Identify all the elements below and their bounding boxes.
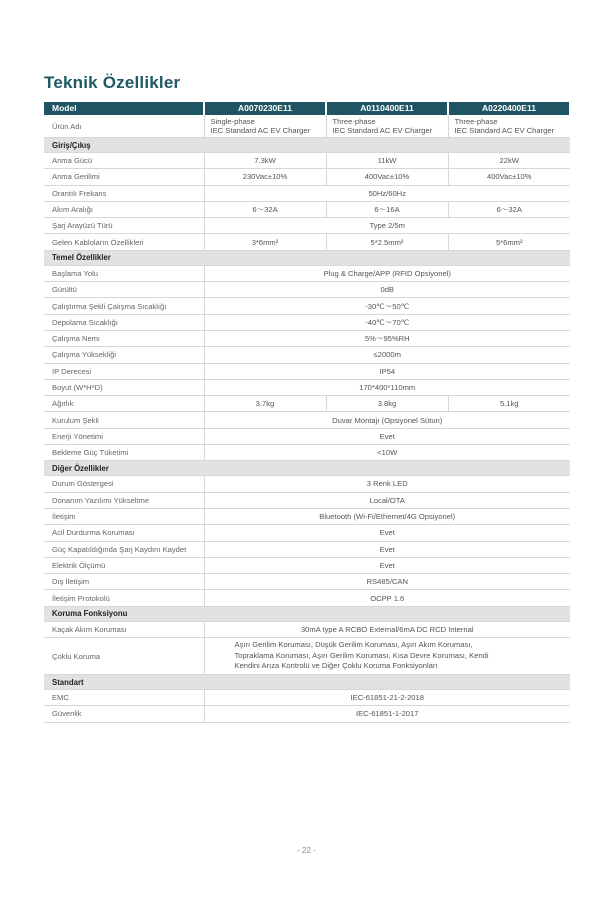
table-row <box>44 508 570 524</box>
table-row <box>44 492 570 508</box>
product-name-cell <box>326 115 448 138</box>
row-label: Enerji Yönetimi <box>44 428 204 444</box>
model-header-cell: A0110400E11 <box>326 102 448 115</box>
row-value: 11kW <box>326 153 448 169</box>
row-label: Kaçak Akım Koruması <box>44 621 204 637</box>
row-value: Evet <box>204 557 570 573</box>
table-row <box>44 557 570 573</box>
row-label: Ağırlık <box>44 396 204 412</box>
product-type: IEC Standard AC EV Charger <box>332 126 433 135</box>
product-phase: Three-phase <box>332 117 376 126</box>
row-label: Akım Aralığı <box>44 201 204 217</box>
table-row <box>44 621 570 637</box>
row-label: Şarj Arayüzü Türü <box>44 218 204 234</box>
row-label: İletişim <box>44 508 204 524</box>
table-row <box>44 428 570 444</box>
section-header <box>44 461 570 476</box>
table-row <box>44 169 570 185</box>
table-row <box>44 638 570 675</box>
row-label: Çalışma Yüksekliği <box>44 347 204 363</box>
row-value: 50Hz/60Hz <box>204 185 570 201</box>
table-row <box>44 153 570 169</box>
row-value: -40℃〜70℃ <box>204 314 570 330</box>
row-label: Dış İletişim <box>44 574 204 590</box>
row-value: 22kW <box>448 153 570 169</box>
table-row <box>44 690 570 706</box>
product-phase: Three-phase <box>454 117 498 126</box>
row-value: 400Vac±10% <box>326 169 448 185</box>
table-row <box>44 347 570 363</box>
row-value: Duvar Montajı (Opsiyonel Sütun) <box>204 412 570 428</box>
product-name-row <box>44 115 570 138</box>
row-value: Plug & Charge/APP (RFID Opsiyonel) <box>204 265 570 281</box>
row-value: -30℃〜50℃ <box>204 298 570 314</box>
table-row <box>44 574 570 590</box>
row-label: Ürün Adı <box>44 115 204 138</box>
row-value: 400Vac±10% <box>448 169 570 185</box>
row-label: Çoklu Koruma <box>44 638 204 675</box>
row-value: RS485/CAN <box>204 574 570 590</box>
row-value: 30mA type A RCBO External/6mA DC RCD Internal <box>204 621 570 637</box>
row-value: 5*2.5mm² <box>326 234 448 250</box>
table-row <box>44 590 570 606</box>
row-label: Gürültü <box>44 282 204 298</box>
section-header <box>44 606 570 621</box>
table-row <box>44 412 570 428</box>
table-row <box>44 314 570 330</box>
table-row <box>44 185 570 201</box>
row-value: Bluetooth (Wi-Fi/Ethernet/4G Opsiyonel) <box>204 508 570 524</box>
row-label: İletişim Protokolü <box>44 590 204 606</box>
section-title: Temel Özellikler <box>44 250 570 265</box>
section-title: Standart <box>44 675 570 690</box>
row-label: Elektrik Ölçümü <box>44 557 204 573</box>
row-value: 5*6mm² <box>448 234 570 250</box>
section-header <box>44 250 570 265</box>
row-value: 5.1kg <box>448 396 570 412</box>
section-header <box>44 675 570 690</box>
row-label: Durum Göstergesi <box>44 476 204 492</box>
row-value: 3.8kg <box>326 396 448 412</box>
row-value: 3*6mm² <box>204 234 326 250</box>
row-value: <10W <box>204 445 570 461</box>
model-header-label: Model <box>44 102 204 115</box>
row-value: IP54 <box>204 363 570 379</box>
section-title: Giriş/Çıkış <box>44 138 570 153</box>
row-label: Boyut (W*H*D) <box>44 379 204 395</box>
page-number: - 22 - <box>297 846 316 855</box>
row-value: Evet <box>204 525 570 541</box>
row-label: Anma Gücü <box>44 153 204 169</box>
table-row <box>44 476 570 492</box>
row-label: Gelen Kabloların Özellikleri <box>44 234 204 250</box>
row-value: 6〜32A <box>448 201 570 217</box>
row-label: Çalışma Nemi <box>44 330 204 346</box>
row-value: 170*400*110mm <box>204 379 570 395</box>
row-label: IP Derecesi <box>44 363 204 379</box>
table-row <box>44 541 570 557</box>
row-label: Orantılı Frekans <box>44 185 204 201</box>
table-row <box>44 265 570 281</box>
row-value: Evet <box>204 428 570 444</box>
row-value: Evet <box>204 541 570 557</box>
table-row <box>44 282 570 298</box>
row-value: 3 Renk LED <box>204 476 570 492</box>
table-row <box>44 218 570 234</box>
product-name-cell <box>204 115 326 138</box>
row-label: Güç Kapatıldığında Şarj Kaydını Kaydet <box>44 541 204 557</box>
product-type: IEC Standard AC EV Charger <box>454 126 555 135</box>
row-value: ≤2000m <box>204 347 570 363</box>
row-label: Başlama Yolu <box>44 265 204 281</box>
row-value: 6〜32A <box>204 201 326 217</box>
row-label: Bekleme Güç Tüketimi <box>44 445 204 461</box>
row-value: Type 2/5m <box>204 218 570 234</box>
table-row <box>44 330 570 346</box>
row-label: Çalıştırma Şekli Çalışma Sıcaklığı <box>44 298 204 314</box>
row-value: OCPP 1.6 <box>204 590 570 606</box>
table-row <box>44 363 570 379</box>
row-value: IEC-61851-21-2-2018 <box>204 690 570 706</box>
product-phase: Single-phase <box>210 117 255 126</box>
row-label: Donanım Yazılımı Yükseltme <box>44 492 204 508</box>
row-value: Local/OTA <box>204 492 570 508</box>
page-title: Teknik Özellikler <box>44 73 181 92</box>
row-value: 230Vac±10% <box>204 169 326 185</box>
multi-protection-value <box>204 638 570 675</box>
row-value: IEC-61851-1-2017 <box>204 706 570 722</box>
product-type: IEC Standard AC EV Charger <box>210 126 311 135</box>
row-value: 7.3kW <box>204 153 326 169</box>
table-row <box>44 396 570 412</box>
row-label: Anma Gerilimi <box>44 169 204 185</box>
multi-protection-line: Topraklama Koruması, Aşırı Gerilim Koruması, Kısa Devre Koruması, Kendi <box>234 650 489 660</box>
multi-protection-line: Kendini Arıza Kontrolü ve Diğer Çoklu Koruma Fonksiyonları <box>234 661 438 671</box>
row-value: 6〜16A <box>326 201 448 217</box>
table-row <box>44 234 570 250</box>
section-title: Diğer Özellikler <box>44 461 570 476</box>
row-value: 5%〜95%RH <box>204 330 570 346</box>
product-name-cell <box>448 115 570 138</box>
row-label: Acil Durdurma Koruması <box>44 525 204 541</box>
table-row <box>44 201 570 217</box>
section-header <box>44 138 570 153</box>
section-title: Koruma Fonksiyonu <box>44 606 570 621</box>
row-value: 0dB <box>204 282 570 298</box>
multi-protection-line: Aşırı Gerilim Koruması, Düşük Gerilim Koruması, Aşırı Akım Koruması, <box>234 640 473 650</box>
row-label: EMC <box>44 690 204 706</box>
row-value: 3.7kg <box>204 396 326 412</box>
model-header-cell: A0220400E11 <box>448 102 570 115</box>
row-label: Kurulum Şekli <box>44 412 204 428</box>
row-label: Güvenlik <box>44 706 204 722</box>
table-row <box>44 525 570 541</box>
row-label: Depolama Sıcaklığı <box>44 314 204 330</box>
spec-table <box>44 102 571 723</box>
table-row <box>44 445 570 461</box>
model-header-cell: A0070230E11 <box>204 102 326 115</box>
table-row <box>44 379 570 395</box>
table-row <box>44 706 570 722</box>
table-row <box>44 298 570 314</box>
model-header-row <box>44 102 570 115</box>
